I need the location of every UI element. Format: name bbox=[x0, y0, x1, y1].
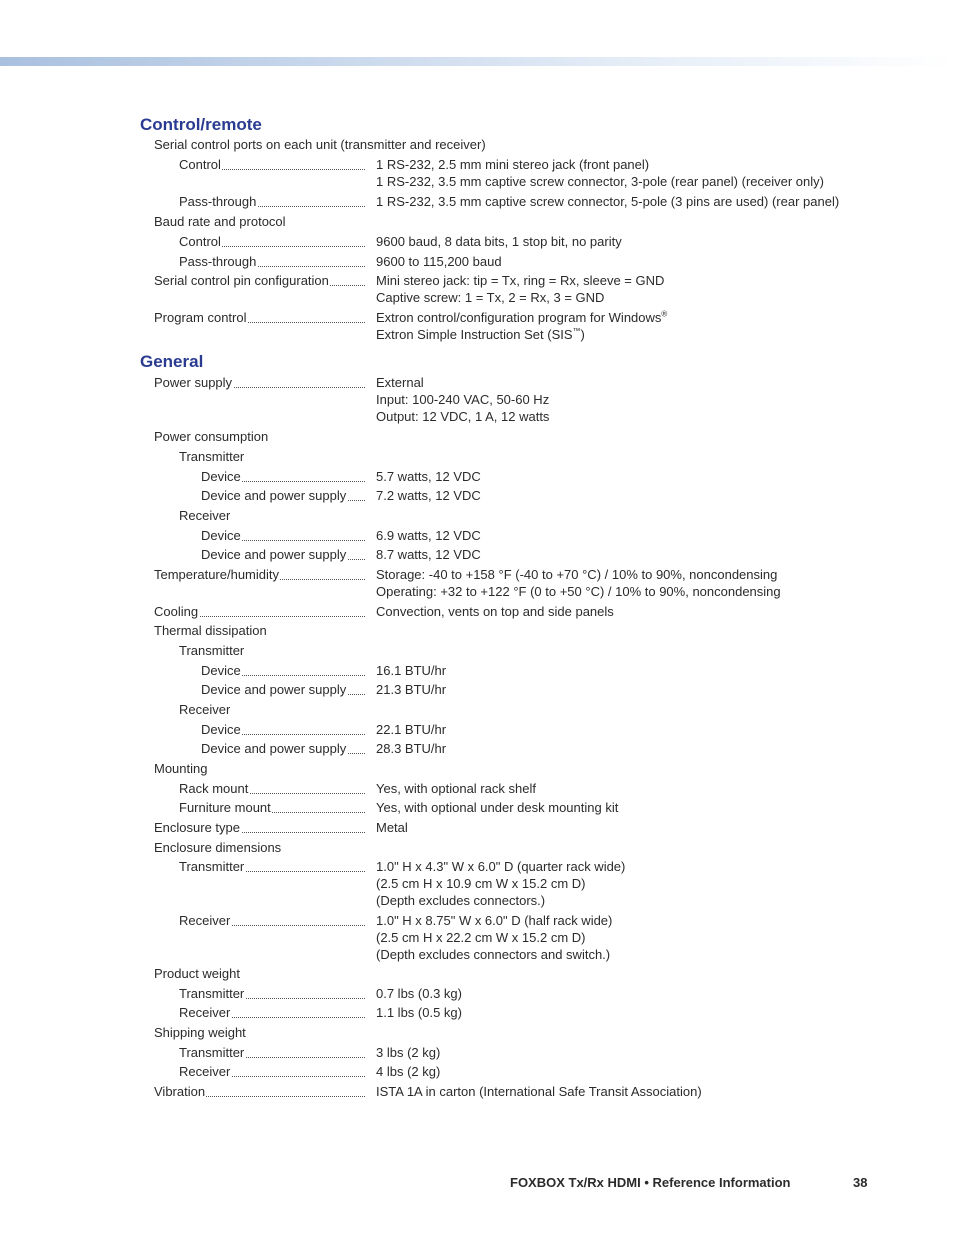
spec-value: 1.1 lbs (0.5 kg) bbox=[376, 1005, 462, 1020]
spec-row bbox=[0, 760, 954, 780]
spec-value: 0.7 lbs (0.3 kg) bbox=[376, 986, 462, 1001]
spec-label: Temperature/humidity bbox=[154, 566, 365, 583]
spec-label: Device and power supply bbox=[201, 740, 365, 757]
spec-row bbox=[0, 721, 954, 740]
spec-label: Control bbox=[179, 233, 365, 250]
spec-row bbox=[0, 428, 954, 448]
spec-label: Device and power supply bbox=[201, 681, 365, 698]
spec-value: 28.3 BTU/hr bbox=[376, 741, 447, 756]
spec-row bbox=[0, 799, 954, 819]
spec-label: Device bbox=[201, 527, 365, 544]
spec-value: Yes, with optional rack shelf bbox=[376, 781, 536, 796]
page-number: 38 bbox=[853, 1175, 868, 1190]
spec-row bbox=[0, 740, 954, 760]
spec-value: Storage: -40 to +158 °F (-40 to +70 °C) / 10% to 90%, noncondensing Operating: +32 to +122 °F (0 to +50 °C) / 10% to 90%, noncondensing bbox=[376, 567, 781, 599]
spec-row bbox=[0, 527, 954, 546]
spec-value: Mini stereo jack: tip = Tx, ring = Rx, sleeve = GND Captive screw: 1 = Tx, 2 = Rx, 3 = GND bbox=[376, 273, 665, 305]
spec-row bbox=[0, 448, 954, 468]
spec-value: 9600 to 115,200 baud bbox=[376, 254, 502, 269]
spec-label: Control bbox=[179, 156, 365, 173]
spec-label: Serial control pin configuration bbox=[154, 272, 365, 289]
spec-row bbox=[0, 965, 954, 985]
spec-value: 3 lbs (2 kg) bbox=[376, 1045, 441, 1060]
spec-row bbox=[0, 253, 954, 272]
spec-label: Receiver bbox=[179, 1063, 365, 1080]
spec-label: Transmitter bbox=[179, 449, 245, 464]
spec-row bbox=[0, 662, 954, 681]
spec-row bbox=[0, 1024, 954, 1044]
general-spec-list bbox=[0, 374, 954, 1103]
spec-row bbox=[0, 681, 954, 701]
spec-row bbox=[0, 1083, 954, 1103]
spec-value: ISTA 1A in carton (International Safe Transit Association) bbox=[376, 1084, 702, 1099]
spec-value: 8.7 watts, 12 VDC bbox=[376, 547, 481, 562]
spec-row bbox=[0, 213, 954, 233]
spec-value: 1.0" H x 4.3" W x 6.0" D (quarter rack wide) (2.5 cm H x 10.9 cm W x 15.2 cm D) (Depth excludes connectors.) bbox=[376, 859, 626, 908]
spec-row bbox=[0, 136, 954, 156]
spec-label: Device bbox=[201, 468, 365, 485]
spec-label: Power supply bbox=[154, 374, 365, 391]
spec-row bbox=[0, 780, 954, 799]
spec-label: Program control bbox=[154, 309, 365, 326]
spec-label: Receiver bbox=[179, 1004, 365, 1021]
spec-row bbox=[0, 156, 954, 193]
spec-value: Convection, vents on top and side panels bbox=[376, 604, 614, 619]
spec-row bbox=[0, 233, 954, 253]
spec-row bbox=[0, 603, 954, 622]
spec-value: External Input: 100-240 VAC, 50-60 Hz Output: 12 VDC, 1 A, 12 watts bbox=[376, 375, 550, 424]
spec-row bbox=[0, 309, 954, 346]
section-title-general: General bbox=[140, 352, 204, 371]
spec-label: Transmitter bbox=[179, 985, 365, 1002]
spec-row bbox=[0, 546, 954, 566]
spec-row bbox=[0, 701, 954, 721]
spec-label: Receiver bbox=[179, 912, 365, 929]
spec-label: Shipping weight bbox=[154, 1025, 246, 1040]
spec-label: Rack mount bbox=[179, 780, 365, 797]
spec-row bbox=[0, 1063, 954, 1083]
spec-value: 6.9 watts, 12 VDC bbox=[376, 528, 481, 543]
spec-value: 1.0" H x 8.75" W x 6.0" D (half rack wide) (2.5 cm H x 22.2 cm W x 15.2 cm D) (Depth excludes connectors and switch.) bbox=[376, 913, 613, 962]
spec-label: Enclosure type bbox=[154, 819, 365, 836]
spec-label: Vibration bbox=[154, 1083, 365, 1100]
spec-row bbox=[0, 487, 954, 507]
spec-value: Metal bbox=[376, 820, 408, 835]
spec-row bbox=[0, 507, 954, 527]
spec-row bbox=[0, 642, 954, 662]
spec-value: Yes, with optional under desk mounting kit bbox=[376, 800, 619, 815]
spec-value: 4 lbs (2 kg) bbox=[376, 1064, 441, 1079]
spec-label: Device bbox=[201, 721, 365, 738]
spec-value: 22.1 BTU/hr bbox=[376, 722, 447, 737]
spec-label: Receiver bbox=[179, 508, 231, 523]
spec-row bbox=[0, 272, 954, 309]
spec-label: Baud rate and protocol bbox=[154, 214, 286, 229]
header-accent-bar bbox=[0, 57, 954, 66]
spec-row bbox=[0, 374, 954, 428]
spec-row bbox=[0, 985, 954, 1004]
spec-label: Receiver bbox=[179, 702, 231, 717]
spec-row bbox=[0, 468, 954, 487]
spec-label: Power consumption bbox=[154, 429, 269, 444]
spec-label: Transmitter bbox=[179, 1044, 365, 1061]
spec-label: Device bbox=[201, 662, 365, 679]
spec-label: Pass-through bbox=[179, 253, 365, 270]
section-title-control: Control/remote bbox=[140, 115, 262, 134]
footer-title: FOXBOX Tx/Rx HDMI • Reference Information bbox=[510, 1175, 791, 1190]
spec-value: 7.2 watts, 12 VDC bbox=[376, 488, 481, 503]
spec-label: Device and power supply bbox=[201, 546, 365, 563]
spec-label: Thermal dissipation bbox=[154, 623, 267, 638]
spec-label: Pass-through bbox=[179, 193, 365, 210]
spec-label: Transmitter bbox=[179, 643, 245, 658]
spec-row bbox=[0, 1044, 954, 1063]
spec-row bbox=[0, 858, 954, 912]
spec-row bbox=[0, 819, 954, 839]
spec-row bbox=[0, 193, 954, 213]
spec-row bbox=[0, 839, 954, 858]
spec-row bbox=[0, 1004, 954, 1024]
spec-label: Furniture mount bbox=[179, 799, 365, 816]
spec-value: 16.1 BTU/hr bbox=[376, 663, 447, 678]
spec-row bbox=[0, 622, 954, 642]
spec-value: 1 RS-232, 3.5 mm captive screw connector, 5-pole (3 pins are used) (rear panel) bbox=[376, 194, 840, 209]
spec-label: Cooling bbox=[154, 603, 365, 620]
spec-label: Device and power supply bbox=[201, 487, 365, 504]
spec-label: Serial control ports on each unit (transmitter and receiver) bbox=[154, 137, 486, 152]
spec-label: Enclosure dimensions bbox=[154, 840, 282, 855]
spec-row bbox=[0, 566, 954, 603]
spec-value: 5.7 watts, 12 VDC bbox=[376, 469, 481, 484]
spec-row bbox=[0, 912, 954, 965]
spec-label: Product weight bbox=[154, 966, 240, 981]
spec-value: 9600 baud, 8 data bits, 1 stop bit, no parity bbox=[376, 234, 622, 249]
spec-label: Transmitter bbox=[179, 858, 365, 875]
spec-value: 21.3 BTU/hr bbox=[376, 682, 447, 697]
spec-value: Extron control/configuration program for Windows® Extron Simple Instruction Set (SIS™) bbox=[376, 309, 668, 342]
spec-label: Mounting bbox=[154, 761, 208, 776]
control-spec-list bbox=[0, 136, 954, 346]
spec-value: 1 RS-232, 2.5 mm mini stereo jack (front panel) 1 RS-232, 3.5 mm captive screw connector, 3-pole (rear panel) (receiver only) bbox=[376, 157, 824, 189]
